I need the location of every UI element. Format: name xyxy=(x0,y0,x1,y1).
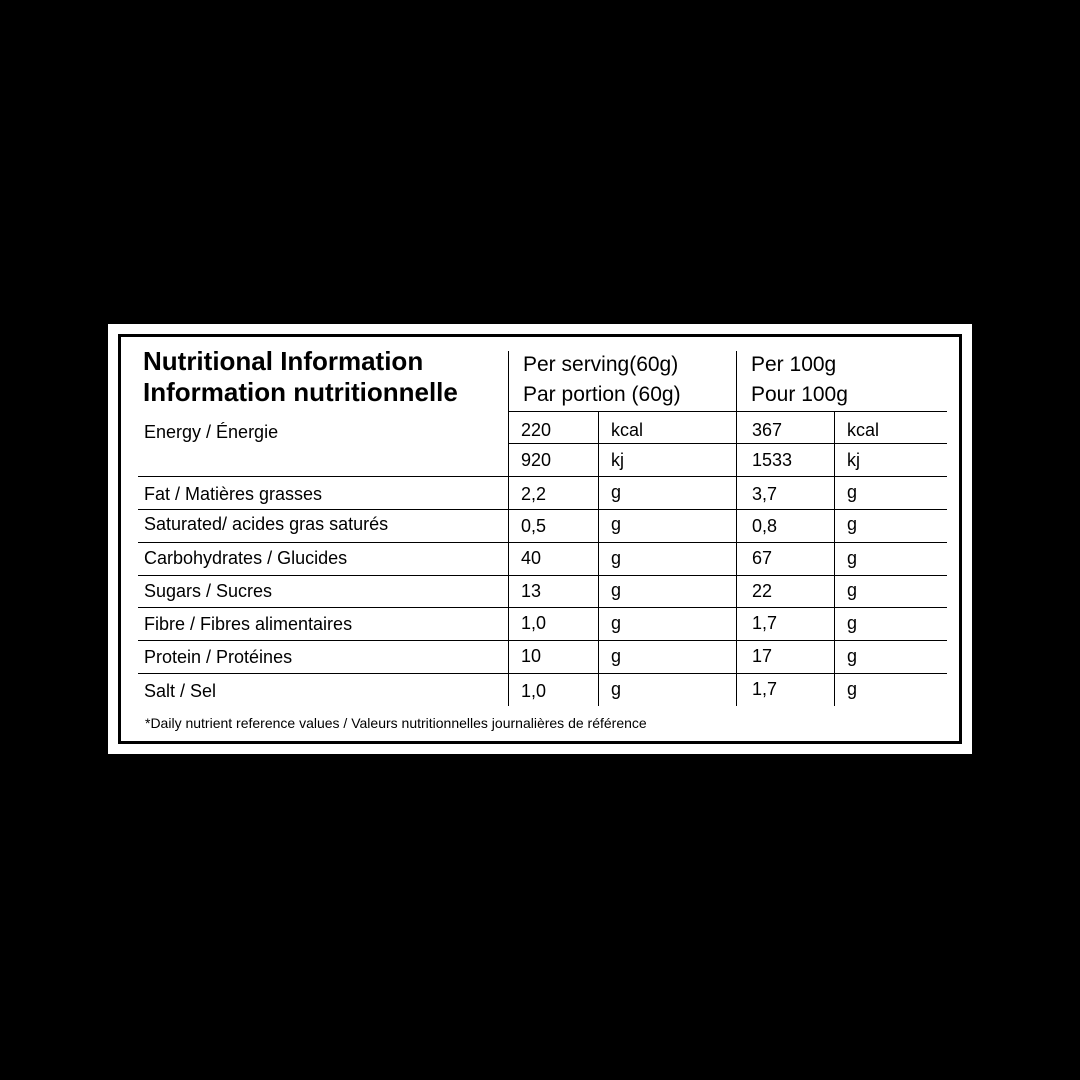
energy-kj-per100: 1533 xyxy=(752,450,793,470)
fat-unit: g xyxy=(611,482,622,502)
saturated-per100: 0,8 xyxy=(752,516,778,536)
fat-serving: 2,2 xyxy=(521,484,547,504)
per-100g-en: Per 100g xyxy=(751,353,837,376)
energy-kj-serving: 920 xyxy=(521,450,552,470)
energy-kcal-unit: kcal xyxy=(611,420,644,440)
saturated-label: Saturated/ acides gras saturés xyxy=(144,514,389,534)
saturated-serving: 0,5 xyxy=(521,516,547,536)
protein-per100: 17 xyxy=(752,646,773,666)
salt-unit: g xyxy=(611,679,622,699)
sugars-serving: 13 xyxy=(521,581,542,601)
divider-vertical xyxy=(736,351,737,706)
divider-vertical xyxy=(508,351,509,706)
carbohydrates-serving: 40 xyxy=(521,548,542,568)
protein-unit: g xyxy=(847,646,858,666)
protein-serving: 10 xyxy=(521,646,542,666)
energy-kcal-unit: kcal xyxy=(847,420,880,440)
energy-kcal-serving: 220 xyxy=(521,420,552,440)
saturated-unit: g xyxy=(611,514,622,534)
protein-unit: g xyxy=(611,646,622,666)
sugars-unit: g xyxy=(611,580,622,600)
salt-serving: 1,0 xyxy=(521,681,547,701)
column-header-per-100g xyxy=(751,350,848,410)
fat-label: Fat / Matières grasses xyxy=(144,484,323,504)
energy-kj-unit: kj xyxy=(611,450,624,470)
nutrition-label xyxy=(108,324,972,754)
fat-unit: g xyxy=(847,482,858,502)
energy-label: Energy / Énergie xyxy=(144,422,279,442)
divider-vertical xyxy=(834,412,835,706)
divider-horizontal xyxy=(138,509,947,510)
energy-kj-unit: kj xyxy=(847,450,860,470)
salt-label: Salt / Sel xyxy=(144,681,217,701)
fibre-serving: 1,0 xyxy=(521,613,547,633)
per-100g-fr: Pour 100g xyxy=(751,383,848,406)
divider-horizontal xyxy=(138,640,947,641)
fibre-label: Fibre / Fibres alimentaires xyxy=(144,614,353,634)
column-header-per-serving xyxy=(523,350,681,410)
divider-horizontal xyxy=(138,607,947,608)
saturated-unit: g xyxy=(847,514,858,534)
divider-horizontal xyxy=(138,673,947,674)
sugars-per100: 22 xyxy=(752,581,773,601)
sugars-unit: g xyxy=(847,580,858,600)
carbohydrates-unit: g xyxy=(611,548,622,568)
title-en: Nutritional Information xyxy=(143,346,424,376)
carbohydrates-label: Carbohydrates / Glucides xyxy=(144,548,348,568)
divider-horizontal xyxy=(508,443,947,444)
divider-horizontal xyxy=(138,476,947,477)
carbohydrates-per100: 67 xyxy=(752,548,773,568)
divider-horizontal xyxy=(138,542,947,543)
carbohydrates-unit: g xyxy=(847,548,858,568)
divider-horizontal xyxy=(508,411,947,412)
fibre-unit: g xyxy=(611,613,622,633)
per-serving-fr: Par portion (60g) xyxy=(523,383,681,406)
label-title xyxy=(143,346,458,408)
title-fr: Information nutritionnelle xyxy=(143,377,458,407)
salt-per100: 1,7 xyxy=(752,679,778,699)
salt-unit: g xyxy=(847,679,858,699)
footnote: *Daily nutrient reference values / Valeurs nutritionnelles journalières de référence xyxy=(145,715,647,731)
protein-label: Protein / Protéines xyxy=(144,647,293,667)
sugars-label: Sugars / Sucres xyxy=(144,581,273,601)
divider-vertical xyxy=(598,412,599,706)
divider-horizontal xyxy=(138,575,947,576)
fibre-per100: 1,7 xyxy=(752,613,778,633)
fibre-unit: g xyxy=(847,613,858,633)
fat-per100: 3,7 xyxy=(752,484,778,504)
energy-kcal-per100: 367 xyxy=(752,420,783,440)
per-serving-en: Per serving(60g) xyxy=(523,353,679,376)
